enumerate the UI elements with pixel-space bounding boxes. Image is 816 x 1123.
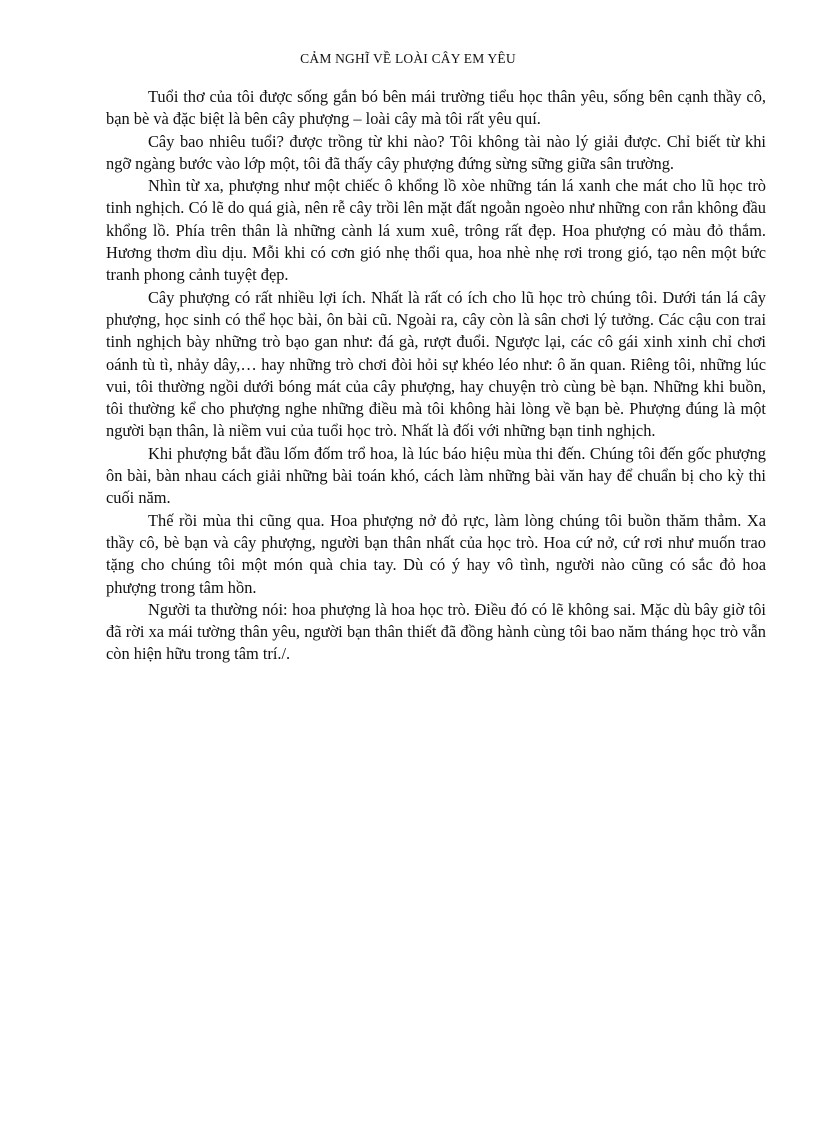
document-body [106,86,766,666]
paragraph-1: Tuổi thơ của tôi được sống gắn bó bên mái trường tiểu học thân yêu, sống bên cạnh thầy cô, bạn bè và đặc biệt là bên cây phượng – loài cây mà tôi rất yêu quí. [106,87,766,129]
paragraph-7: Người ta thường nói: hoa phượng là hoa học trò. Điều đó có lẽ không sai. Mặc dù bây giờ tôi đã rời xa mái tường thân yêu, người bạn thân thiết đã đồng hành cùng tôi bao năm tháng học trò vẫn còn hiện hữu trong tâm trí./. [106,599,766,664]
paragraph-3: Nhìn từ xa, phượng như một chiếc ô khổng lồ xòe những tán lá xanh che mát cho lũ học trò tinh nghịch. Có lẽ do quá già, nên rễ cây trồi lên mặt đất ngoằn ngoèo như những con rắn không đầu khổng lồ. Phía trên thân là những cành lá xum xuê, trông rất đẹp. Hoa phượng có màu đỏ thắm. Hương thơm dìu dịu. Mỗi khi có cơn gió nhẹ thổi qua, hoa nhè nhẹ rơi trong gió, tạo nên một bức tranh phong cảnh tuyệt đẹp. [106,176,766,285]
paragraph-4: Cây phượng có rất nhiều lợi ích. Nhất là rất có ích cho lũ học trò chúng tôi. Dưới tán lá cây phượng, học sinh có thể học bài, ôn bài cũ. Ngoài ra, cây còn là sân chơi lý tưởng. Các cậu con trai tinh nghịch bày những trò bạo gan như: đá gà, rượt đuổi. Ngược lại, các cô gái xinh xinh chỉ chơi oánh tù tì, nhảy dây,… hay những trò chơi đòi hỏi sự khéo léo như: ô ăn quan. Riêng tôi, những lúc vui, tôi thường ngồi dưới bóng mát của cây phượng, hay chuyện trò cùng bè bạn. Những khi buồn, tôi thường kể cho phượng nghe những điều mà tôi không hài lòng về bạn bè. Phượng đúng là một người bạn thân, là niềm vui của tuổi học trò. Nhất là đối với những bạn tinh nghịch. [106,287,766,441]
paragraph-2: Cây bao nhiêu tuổi? được trồng từ khi nào? Tôi không tài nào lý giải được. Chỉ biết từ khi ngỡ ngàng bước vào lớp một, tôi đã thấy cây phượng đứng sừng sững giữa sân trường. [106,131,766,173]
document-title: CẢM NGHĨ VỀ LOÀI CÂY EM YÊU [300,51,516,66]
paragraph-6: Thế rồi mùa thi cũng qua. Hoa phượng nở đỏ rực, làm lòng chúng tôi buồn thăm thẳm. Xa thầy cô, bè bạn và cây phượng, người bạn thân nhất của học trò. Hoa cứ nở, cứ rơi như muốn trao tặng cho chúng tôi một món quà chia tay. Dù có ý hay vô tình, người nào cũng có sắc đỏ hoa phượng trong tâm hồn. [106,510,766,597]
paragraph-5: Khi phượng bắt đầu lốm đốm trổ hoa, là lúc báo hiệu mùa thi đến. Chúng tôi đến gốc phượng ôn bài, bàn nhau cách giải những bài toán khó, cách làm những bài văn hay để chuẩn bị cho kỳ thi cuối năm. [106,443,766,508]
